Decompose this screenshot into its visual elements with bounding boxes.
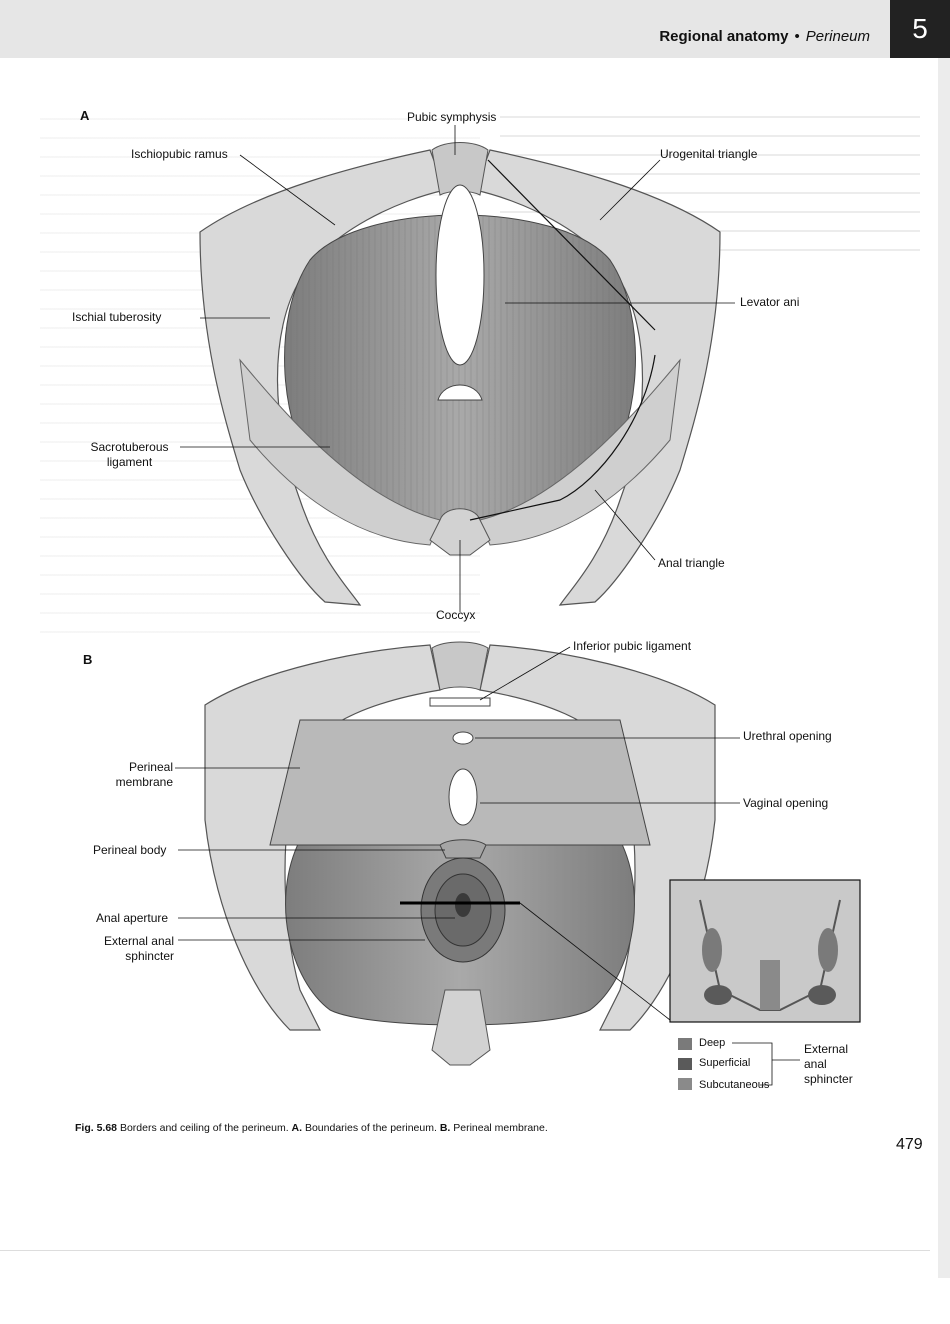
label-urogenital-triangle: Urogenital triangle xyxy=(660,147,758,161)
label-pubic-symphysis: Pubic symphysis xyxy=(407,110,497,124)
label-sacrotuberous-line2: ligament xyxy=(106,455,153,469)
legend-group-line2: anal xyxy=(804,1057,827,1071)
label-ischial-tuberosity: Ischial tuberosity xyxy=(72,310,162,324)
header-separator: • xyxy=(794,28,800,45)
label-anal-triangle: Anal triangle xyxy=(658,556,725,570)
perineal-body xyxy=(440,840,486,858)
anal-aperture xyxy=(455,893,471,917)
legend-swatch-deep xyxy=(678,1038,692,1050)
section-title: Regional anatomy xyxy=(659,28,789,45)
caption-b-label: B. xyxy=(439,1122,451,1134)
label-perineal-membrane-line1: Perineal xyxy=(128,760,173,774)
label-ischiopubic-ramus: Ischiopubic ramus xyxy=(131,147,228,161)
vaginal-opening xyxy=(449,769,477,825)
urogenital-hiatus xyxy=(436,185,484,365)
legend-swatch-subcutaneous xyxy=(678,1078,692,1090)
label-coccyx: Coccyx xyxy=(436,608,476,622)
legend-superficial: Superficial xyxy=(699,1057,751,1069)
caption-a-label: A. xyxy=(291,1122,303,1134)
pubic-symphysis-b xyxy=(432,642,488,690)
urethral-opening xyxy=(453,732,473,744)
legend-group-line1: External xyxy=(804,1042,849,1056)
legend-subcutaneous: Subcutaneous xyxy=(699,1079,770,1091)
label-perineal-membrane-line2: membrane xyxy=(115,775,173,789)
label-anal-aperture: Anal aperture xyxy=(96,911,169,925)
label-urethral-opening: Urethral opening xyxy=(743,729,832,743)
panel-label-a: A xyxy=(80,108,90,123)
subsection-title: Perineum xyxy=(805,28,870,45)
caption-a-text: Boundaries of the perineum. xyxy=(304,1122,437,1134)
legend-swatch-superficial xyxy=(678,1058,692,1070)
label-vaginal-opening: Vaginal opening xyxy=(743,796,829,810)
legend-group-line3: sphincter xyxy=(804,1072,853,1086)
label-external-anal-sphincter xyxy=(80,934,174,964)
legend-group-label xyxy=(804,1042,853,1087)
figure-caption xyxy=(75,1122,548,1134)
caption-b-text: Perineal membrane. xyxy=(453,1122,548,1134)
caption-text: Borders and ceiling of the perineum. xyxy=(119,1122,289,1134)
legend-deep: Deep xyxy=(699,1037,726,1049)
label-sacrotuberous-line1: Sacrotuberous xyxy=(90,440,169,454)
figure-b-drawing xyxy=(175,642,860,1085)
label-perineal-membrane xyxy=(100,760,173,790)
label-external-anal-sphincter-line1: External anal xyxy=(103,934,174,948)
label-external-anal-sphincter-line2: sphincter xyxy=(125,949,174,963)
page-number: 479 xyxy=(896,1136,923,1153)
page-bottom-rule xyxy=(0,1250,930,1251)
label-levator-ani: Levator ani xyxy=(740,295,800,309)
label-sacrotuberous-ligament xyxy=(82,440,177,470)
caption-figure-number: Fig. 5.68 xyxy=(75,1122,118,1134)
panel-label-b: B xyxy=(83,652,93,667)
label-inferior-pubic-ligament: Inferior pubic ligament xyxy=(573,639,692,653)
label-perineal-body: Perineal body xyxy=(93,843,167,857)
chapter-number: 5 xyxy=(890,0,950,58)
figure-a-drawing xyxy=(180,125,735,612)
